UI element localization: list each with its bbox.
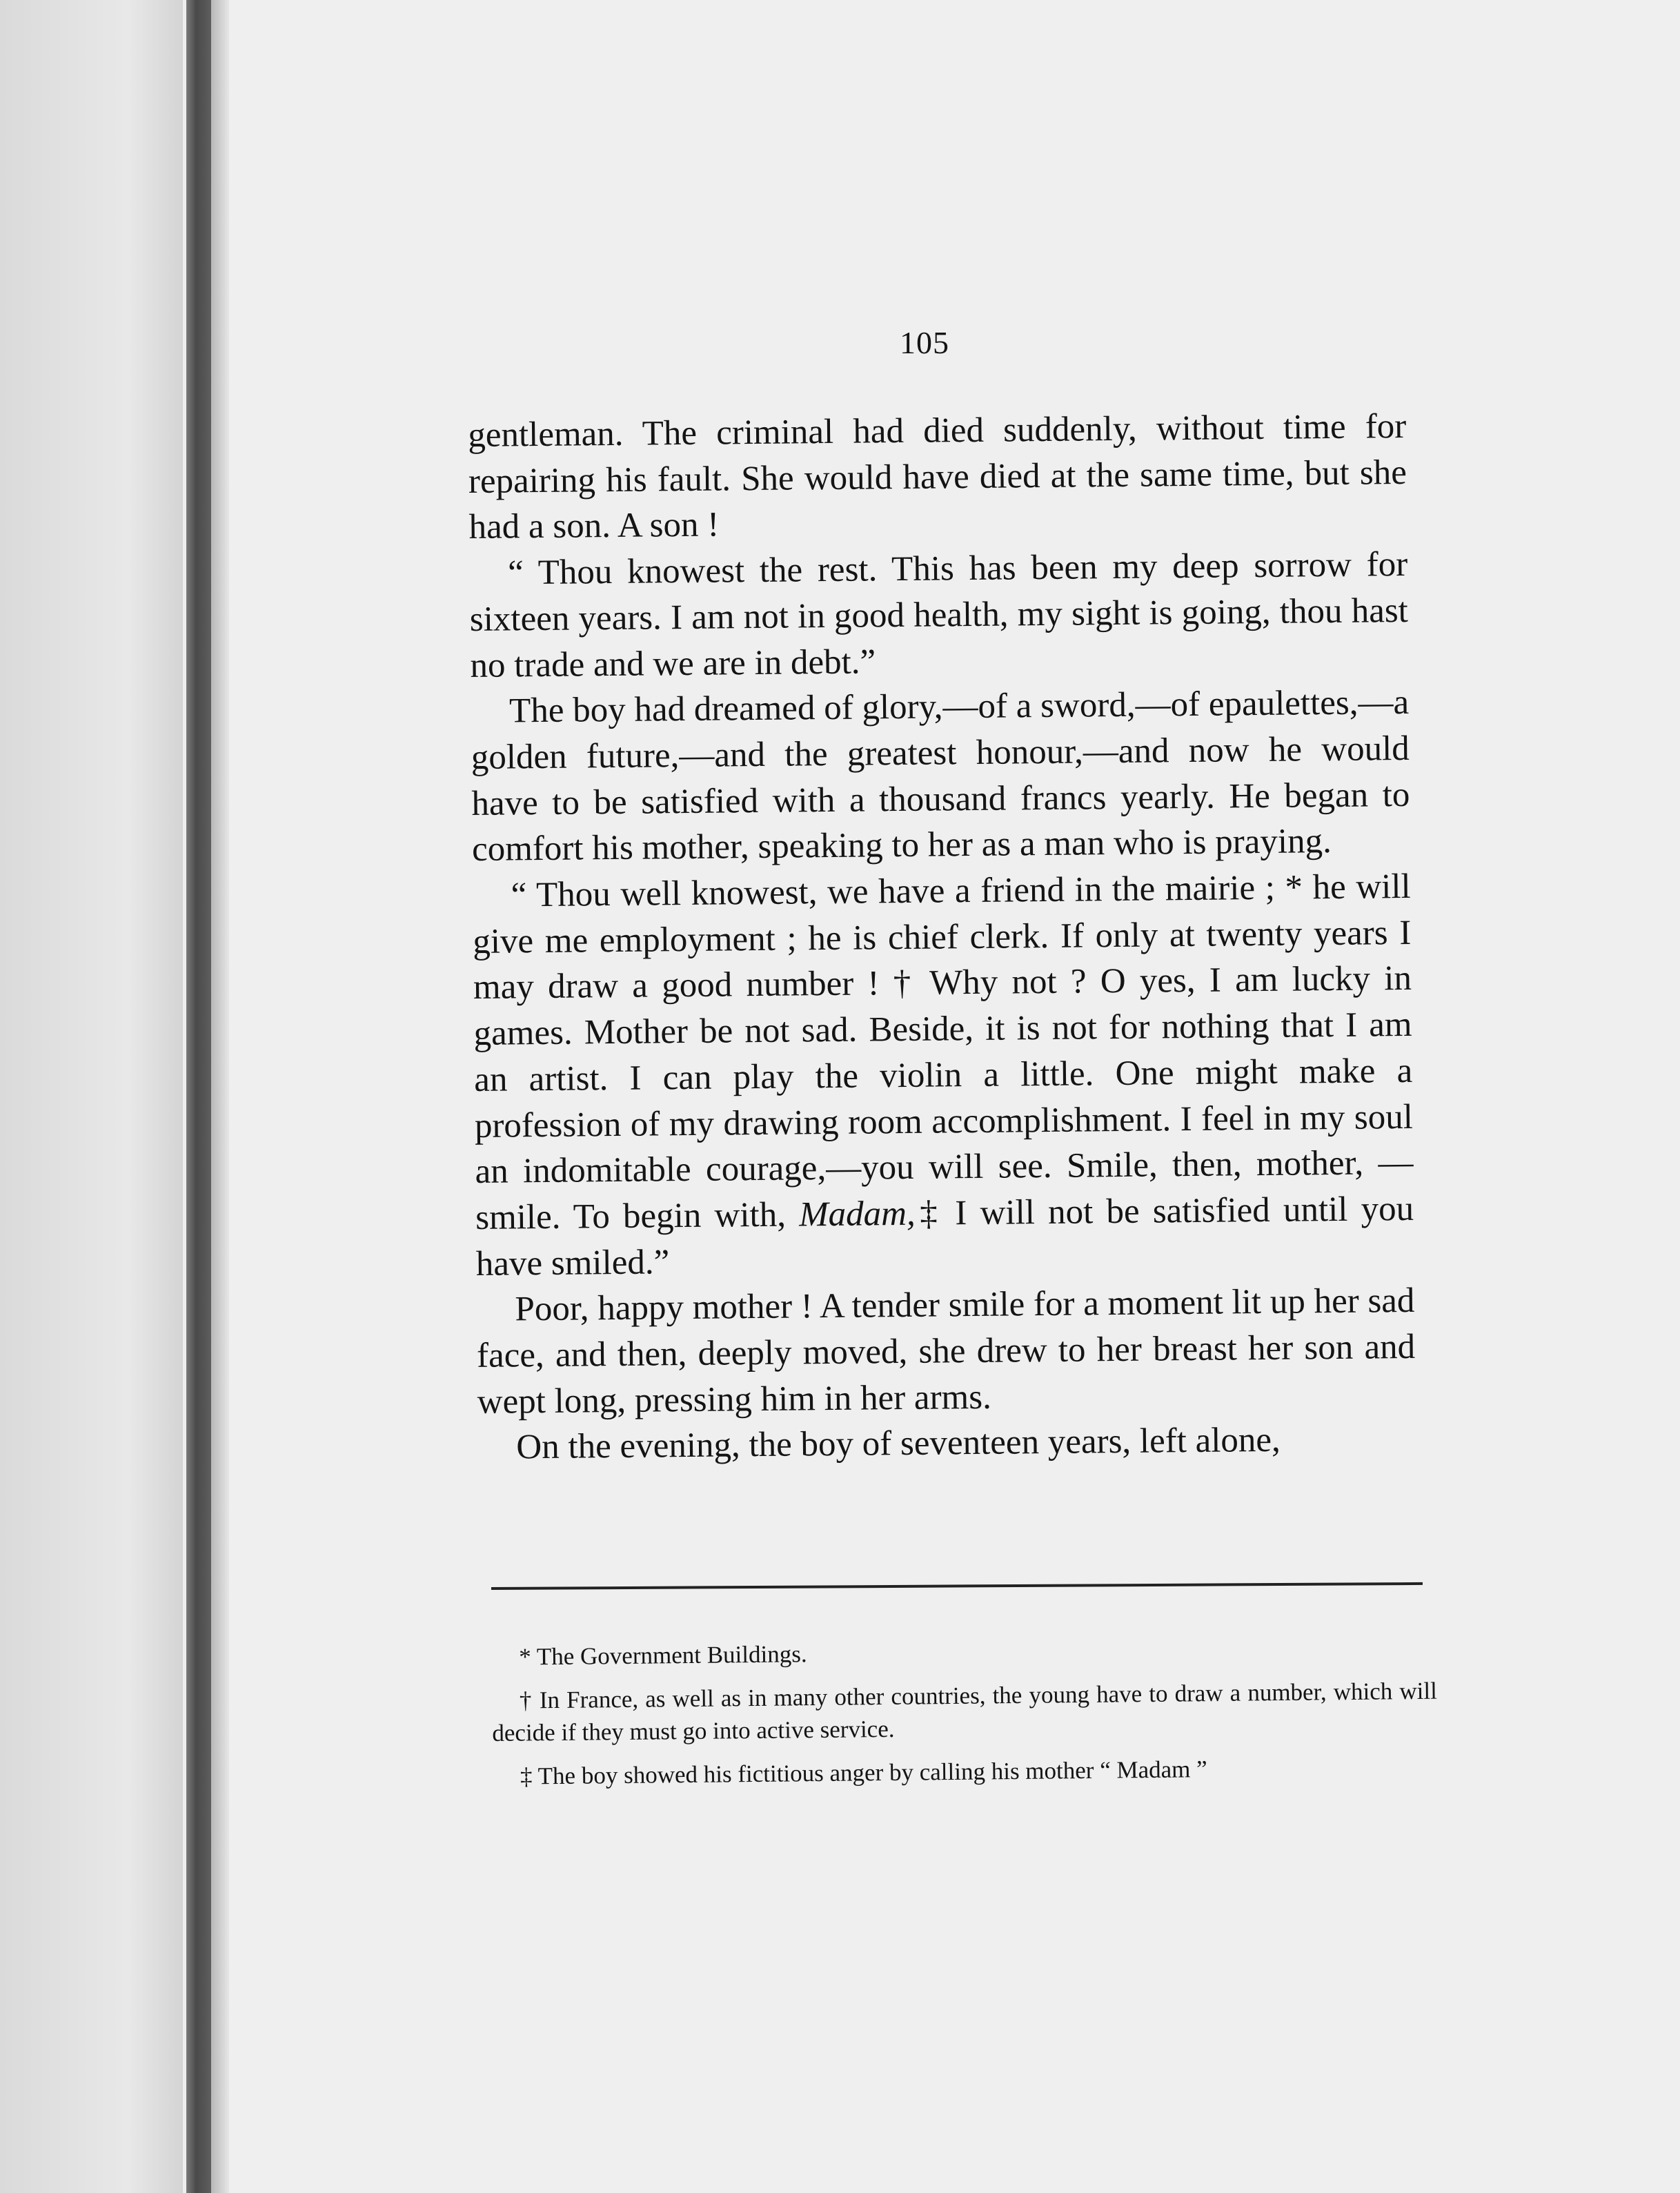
spine-shadow	[211, 0, 229, 2193]
page-number: 105	[900, 325, 949, 360]
paragraph: gentleman. The criminal had died suddenly, without time for repairing his fault. She would have died at the same time, but she had a son. A son !	[468, 406, 1407, 547]
footnote: † In France, as well as in many other countries, the young have to draw a number, which will decide if they must go into active service.	[492, 1677, 1438, 1747]
paragraph: On the evening, the boy of seventeen years, left alone,	[516, 1421, 1281, 1467]
footnote: * The Government Buildings.	[519, 1640, 807, 1671]
paragraph-text: “ Thou well knowest, we have a friend in the mairie ; * he will give me employment ; he is chief clerk. If only at twenty years I may draw a good number ! † Why not ? O yes, I am lucky in games. Mother be not sad. Beside, it is not for nothing that I am an artist. I can play the violin a little. One might make a profession of my drawing room accomplishment. I feel in my soul an indomitable courage,—you will see. Smile, then, mother, —smile. To begin with,	[473, 867, 1414, 1237]
body-text	[468, 404, 1416, 1471]
paragraph: Poor, happy mother ! A tender smile for a moment lit up her sad face, and then, deeply moved, she drew to her breast her son and wept long, pressing him in her arms.	[476, 1281, 1416, 1422]
paragraph-tail: ‡ I will not be satisfied until you have smiled.”	[475, 1189, 1414, 1284]
paragraph: The boy had dreamed of glory,—of a sword,—of epaulettes,—a golden future,—and the greatest honour,—and now he would have to be satisfied with a thousand francs yearly. He began to comfort his mother, speaking to her as a man who is praying.	[471, 683, 1410, 869]
italic-madam: Madam,	[798, 1194, 916, 1235]
book-spine	[186, 0, 211, 2193]
paragraph: “ Thou knowest the rest. This has been my deep sorrow for sixteen years. I am not in good health, my sight is going, thou hast no trade and we are in debt.”	[469, 545, 1409, 685]
paragraph	[472, 864, 1414, 1287]
left-page-margin	[0, 0, 183, 2193]
footnote: ‡ The boy showed his fictitious anger by calling his mother “ Madam ”	[520, 1756, 1207, 1790]
footnotes	[491, 1631, 1438, 1804]
